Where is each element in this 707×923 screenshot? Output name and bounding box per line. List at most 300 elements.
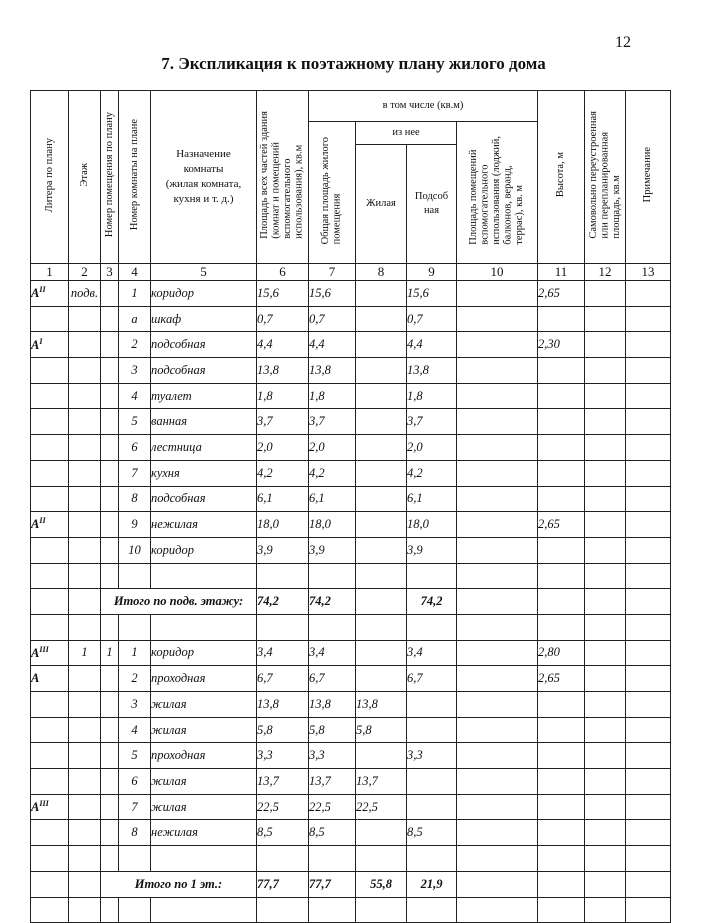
height-cell [538, 306, 585, 332]
auxiliary-premises-area-cell [457, 769, 538, 795]
room-name-cell: коридор [151, 281, 257, 307]
litera-cell [31, 306, 69, 332]
area-cell: 5,8 [257, 717, 309, 743]
empty-cell [626, 846, 671, 872]
empty-cell [356, 897, 407, 923]
table-row [31, 435, 671, 461]
premise-number-cell [101, 666, 119, 692]
room-name-cell: коридор [151, 640, 257, 666]
empty-cell [538, 563, 585, 589]
living-area-cell [356, 537, 407, 563]
area-cell: 8,5 [257, 820, 309, 846]
table-header [31, 91, 671, 281]
auxiliary-area-cell: 0,7 [407, 306, 457, 332]
height-cell [538, 820, 585, 846]
column-number: 8 [356, 264, 407, 281]
floor-cell [69, 820, 101, 846]
column-numbers-row [31, 264, 671, 281]
premise-number-cell [101, 769, 119, 795]
empty-cell [31, 846, 69, 872]
room-name-cell: подсобная [151, 486, 257, 512]
area-cell: 3,3 [257, 743, 309, 769]
auxiliary-premises-area-cell [457, 743, 538, 769]
total-living-area-cell: 3,3 [309, 743, 356, 769]
area-cell: 13,7 [257, 769, 309, 795]
premise-number-cell [101, 717, 119, 743]
height-cell [538, 692, 585, 718]
header-room-number: Номер комнаты на плане [119, 91, 151, 264]
empty-cell [457, 846, 538, 872]
empty-cell [309, 614, 356, 640]
empty-cell [309, 846, 356, 872]
note-cell [626, 717, 671, 743]
floor-cell: 1 [69, 640, 101, 666]
area-cell: 3,4 [257, 640, 309, 666]
empty-cell [101, 563, 119, 589]
table-row [31, 281, 671, 307]
empty-row [31, 897, 671, 923]
column-number: 12 [585, 264, 626, 281]
floor-cell [69, 743, 101, 769]
premise-number-cell [101, 743, 119, 769]
room-number-cell: 8 [119, 820, 151, 846]
auxiliary-premises-area-cell [457, 332, 538, 358]
room-name-cell: коридор [151, 537, 257, 563]
total-living-area-cell: 2,0 [309, 435, 356, 461]
total-living-area-cell: 8,5 [309, 820, 356, 846]
empty-cell [257, 846, 309, 872]
empty-cell [626, 614, 671, 640]
empty-cell [257, 897, 309, 923]
room-number-cell: 7 [119, 794, 151, 820]
room-number-cell: 10 [119, 537, 151, 563]
room-number-cell: 5 [119, 743, 151, 769]
room-name-cell: кухня [151, 460, 257, 486]
column-number: 2 [69, 264, 101, 281]
litera-letter: А [31, 800, 40, 815]
auxiliary-area-cell [407, 717, 457, 743]
room-number-cell: а [119, 306, 151, 332]
header-litera: Литера по плану [31, 91, 69, 264]
height-cell [538, 769, 585, 795]
area-cell: 22,5 [257, 794, 309, 820]
living-area-cell [356, 460, 407, 486]
column-number: 9 [407, 264, 457, 281]
litera-cell [31, 358, 69, 384]
living-area-cell [356, 306, 407, 332]
premise-number-cell [101, 512, 119, 538]
premise-number-cell [101, 537, 119, 563]
auxiliary-area-cell: 13,8 [407, 358, 457, 384]
table-row [31, 537, 671, 563]
empty-cell [585, 563, 626, 589]
auxiliary-premises-area-cell [457, 640, 538, 666]
note-cell [626, 281, 671, 307]
litera-cell [31, 512, 69, 538]
height-cell [538, 435, 585, 461]
premise-number-cell: 1 [101, 640, 119, 666]
header-area-all: Площадь всех частей здания (комнат и помещений вспомогательного использования), кв.м [257, 91, 309, 264]
auxiliary-area-cell: 4,4 [407, 332, 457, 358]
empty-cell [69, 589, 101, 615]
height-cell: 2,65 [538, 512, 585, 538]
empty-cell [119, 897, 151, 923]
empty-cell [457, 897, 538, 923]
table-row [31, 332, 671, 358]
auxiliary-area-cell: 3,4 [407, 640, 457, 666]
area-cell: 0,7 [257, 306, 309, 332]
total-living-area-cell: 6,1 [309, 486, 356, 512]
living-area-cell: 13,7 [356, 769, 407, 795]
empty-cell [151, 563, 257, 589]
unauthorized-area-cell [585, 460, 626, 486]
living-area-cell [356, 743, 407, 769]
room-name-cell: шкаф [151, 306, 257, 332]
header-auxiliary-area: Площадь помещений вспомогательного использования (лоджий, балконов, веранд, террас), кв. м [457, 122, 538, 264]
auxiliary-premises-area-cell [457, 537, 538, 563]
living-area-cell [356, 435, 407, 461]
premise-number-cell [101, 486, 119, 512]
floor-cell [69, 358, 101, 384]
table-row [31, 640, 671, 666]
auxiliary-premises-area-cell [457, 486, 538, 512]
empty-cell [151, 846, 257, 872]
total-living-cell: 55,8 [356, 871, 407, 897]
note-cell [626, 820, 671, 846]
note-cell [626, 383, 671, 409]
litera-index: I [39, 336, 43, 346]
living-area-cell [356, 281, 407, 307]
litera-letter: А [31, 286, 40, 301]
room-number-cell: 9 [119, 512, 151, 538]
empty-cell [407, 614, 457, 640]
empty-cell [626, 563, 671, 589]
floor-cell [69, 332, 101, 358]
unauthorized-area-cell [585, 383, 626, 409]
room-name-cell: туалет [151, 383, 257, 409]
unauthorized-area-cell [585, 281, 626, 307]
unauthorized-area-cell [585, 640, 626, 666]
total-area-cell: 77,7 [257, 871, 309, 897]
auxiliary-area-cell: 8,5 [407, 820, 457, 846]
note-cell [626, 358, 671, 384]
room-number-cell: 2 [119, 666, 151, 692]
note-cell [626, 794, 671, 820]
note-cell [626, 692, 671, 718]
auxiliary-premises-area-cell [457, 435, 538, 461]
note-cell [626, 769, 671, 795]
total-living-area-cell: 3,9 [309, 537, 356, 563]
litera-cell [31, 692, 69, 718]
auxiliary-premises-area-cell [457, 820, 538, 846]
header-living: Жилая [356, 145, 407, 264]
litera-letter: А [31, 517, 40, 532]
empty-cell [626, 897, 671, 923]
header-height: Высота, м [538, 91, 585, 264]
litera-cell [31, 460, 69, 486]
living-area-cell [356, 358, 407, 384]
table-row [31, 486, 671, 512]
premise-number-cell [101, 281, 119, 307]
living-area-cell: 22,5 [356, 794, 407, 820]
note-cell [626, 332, 671, 358]
header-of-it: из нее [356, 122, 457, 145]
empty-cell [309, 563, 356, 589]
room-name-cell: жилая [151, 692, 257, 718]
table-row [31, 409, 671, 435]
room-name-cell: лестница [151, 435, 257, 461]
note-cell [626, 460, 671, 486]
litera-cell [31, 332, 69, 358]
table-row [31, 743, 671, 769]
total-area-cell: 74,2 [257, 589, 309, 615]
page-title: 7. Экспликация к поэтажному плану жилого дома [161, 54, 546, 73]
table-row [31, 383, 671, 409]
total-living-area-cell: 6,7 [309, 666, 356, 692]
premise-number-cell [101, 692, 119, 718]
area-cell: 3,9 [257, 537, 309, 563]
auxiliary-area-cell [407, 794, 457, 820]
room-number-cell: 4 [119, 717, 151, 743]
empty-cell [31, 563, 69, 589]
floor-cell [69, 512, 101, 538]
total-row [31, 589, 671, 615]
litera-letter: А [31, 337, 40, 352]
area-cell: 13,8 [257, 692, 309, 718]
empty-cell [31, 589, 69, 615]
auxiliary-premises-area-cell [457, 409, 538, 435]
total-living-area-cell: 18,0 [309, 512, 356, 538]
empty-cell [69, 846, 101, 872]
header-including: в том числе (кв.м) [309, 91, 538, 122]
note-cell [626, 306, 671, 332]
note-cell [626, 640, 671, 666]
header-total-living-area: Общая площадь жилого помещения [309, 122, 356, 264]
empty-cell [31, 897, 69, 923]
empty-cell [101, 897, 119, 923]
header-note: Примечание [626, 91, 671, 264]
empty-cell [69, 871, 101, 897]
empty-cell [457, 871, 538, 897]
page-number: 12 [615, 34, 631, 51]
height-cell [538, 743, 585, 769]
room-number-cell: 8 [119, 486, 151, 512]
premise-number-cell [101, 306, 119, 332]
room-number-cell: 3 [119, 692, 151, 718]
total-living-area-cell: 13,8 [309, 358, 356, 384]
room-name-cell: проходная [151, 743, 257, 769]
floor-cell [69, 537, 101, 563]
empty-row [31, 614, 671, 640]
room-name-cell: нежилая [151, 512, 257, 538]
unauthorized-area-cell [585, 409, 626, 435]
total-living-area-cell: 74,2 [309, 589, 356, 615]
empty-cell [538, 614, 585, 640]
litera-cell [31, 281, 69, 307]
height-cell [538, 383, 585, 409]
area-cell: 18,0 [257, 512, 309, 538]
floor-cell [69, 486, 101, 512]
auxiliary-area-cell: 1,8 [407, 383, 457, 409]
empty-cell [31, 871, 69, 897]
table-row [31, 794, 671, 820]
floor-cell [69, 692, 101, 718]
note-cell [626, 512, 671, 538]
litera-cell [31, 794, 69, 820]
floor-cell [69, 409, 101, 435]
empty-cell [31, 614, 69, 640]
litera-cell [31, 383, 69, 409]
empty-cell [257, 614, 309, 640]
litera-letter: А [31, 646, 40, 661]
living-area-cell [356, 383, 407, 409]
floor-cell [69, 383, 101, 409]
litera-index: III [39, 799, 49, 809]
table-row [31, 769, 671, 795]
note-cell [626, 435, 671, 461]
total-auxiliary-cell: 74,2 [407, 589, 457, 615]
empty-cell [356, 563, 407, 589]
column-number: 4 [119, 264, 151, 281]
living-area-cell [356, 666, 407, 692]
living-area-cell: 5,8 [356, 717, 407, 743]
empty-cell [151, 897, 257, 923]
living-area-cell [356, 820, 407, 846]
column-number: 5 [151, 264, 257, 281]
living-area-cell [356, 486, 407, 512]
column-number: 11 [538, 264, 585, 281]
room-name-cell: жилая [151, 717, 257, 743]
floor-cell [69, 717, 101, 743]
living-area-cell [356, 640, 407, 666]
height-cell [538, 486, 585, 512]
table-row [31, 460, 671, 486]
floor-cell [69, 666, 101, 692]
height-cell [538, 460, 585, 486]
living-area-cell: 13,8 [356, 692, 407, 718]
unauthorized-area-cell [585, 332, 626, 358]
table-row [31, 820, 671, 846]
auxiliary-premises-area-cell [457, 512, 538, 538]
empty-cell [407, 846, 457, 872]
auxiliary-premises-area-cell [457, 460, 538, 486]
premise-number-cell [101, 358, 119, 384]
room-name-cell: жилая [151, 794, 257, 820]
premise-number-cell [101, 820, 119, 846]
area-cell: 6,1 [257, 486, 309, 512]
table-row [31, 666, 671, 692]
column-number: 13 [626, 264, 671, 281]
auxiliary-area-cell: 6,7 [407, 666, 457, 692]
premise-number-cell [101, 435, 119, 461]
area-cell: 2,0 [257, 435, 309, 461]
total-label: Итого по 1 эт.: [101, 871, 257, 897]
room-name-cell: подсобная [151, 358, 257, 384]
total-living-area-cell: 13,7 [309, 769, 356, 795]
unauthorized-area-cell [585, 537, 626, 563]
unauthorized-area-cell [585, 512, 626, 538]
room-number-cell: 6 [119, 435, 151, 461]
room-name-cell: проходная [151, 666, 257, 692]
room-number-cell: 2 [119, 332, 151, 358]
empty-cell [309, 897, 356, 923]
room-number-cell: 4 [119, 383, 151, 409]
auxiliary-area-cell [407, 769, 457, 795]
auxiliary-area-cell: 18,0 [407, 512, 457, 538]
total-living-area-cell: 4,2 [309, 460, 356, 486]
total-living-area-cell: 3,4 [309, 640, 356, 666]
empty-cell [407, 563, 457, 589]
litera-cell [31, 409, 69, 435]
litera-cell [31, 666, 69, 692]
empty-cell [626, 589, 671, 615]
empty-cell [356, 846, 407, 872]
column-number: 6 [257, 264, 309, 281]
floor-cell [69, 794, 101, 820]
auxiliary-area-cell: 6,1 [407, 486, 457, 512]
empty-cell [457, 563, 538, 589]
litera-cell [31, 640, 69, 666]
auxiliary-premises-area-cell [457, 358, 538, 384]
note-cell [626, 486, 671, 512]
empty-cell [585, 589, 626, 615]
empty-cell [69, 897, 101, 923]
floor-cell [69, 306, 101, 332]
litera-index: II [39, 285, 46, 295]
table-row [31, 717, 671, 743]
total-living-area-cell: 15,6 [309, 281, 356, 307]
unauthorized-area-cell [585, 820, 626, 846]
height-cell [538, 794, 585, 820]
height-cell [538, 358, 585, 384]
litera-cell [31, 717, 69, 743]
height-cell [538, 409, 585, 435]
area-cell: 1,8 [257, 383, 309, 409]
total-living-area-cell: 1,8 [309, 383, 356, 409]
table-row [31, 358, 671, 384]
auxiliary-premises-area-cell [457, 666, 538, 692]
empty-cell [151, 614, 257, 640]
unauthorized-area-cell [585, 692, 626, 718]
empty-row [31, 563, 671, 589]
empty-cell [69, 614, 101, 640]
auxiliary-area-cell: 4,2 [407, 460, 457, 486]
litera-cell [31, 537, 69, 563]
empty-cell [101, 846, 119, 872]
floor-cell [69, 435, 101, 461]
total-living-area-cell: 4,4 [309, 332, 356, 358]
unauthorized-area-cell [585, 666, 626, 692]
header-unauthorized-area: Самовольно переустроенная или перепланированная площадь, кв.м [585, 91, 626, 264]
header-floor: Этаж [69, 91, 101, 264]
height-cell: 2,65 [538, 281, 585, 307]
empty-cell [407, 897, 457, 923]
premise-number-cell [101, 794, 119, 820]
floor-cell [69, 769, 101, 795]
empty-cell [119, 563, 151, 589]
room-number-cell: 1 [119, 640, 151, 666]
height-cell [538, 717, 585, 743]
empty-cell [585, 897, 626, 923]
empty-cell [585, 871, 626, 897]
area-cell: 4,4 [257, 332, 309, 358]
total-living-area-cell: 5,8 [309, 717, 356, 743]
unauthorized-area-cell [585, 435, 626, 461]
total-living-area-cell: 3,7 [309, 409, 356, 435]
empty-cell [538, 871, 585, 897]
total-row [31, 871, 671, 897]
auxiliary-area-cell: 3,3 [407, 743, 457, 769]
